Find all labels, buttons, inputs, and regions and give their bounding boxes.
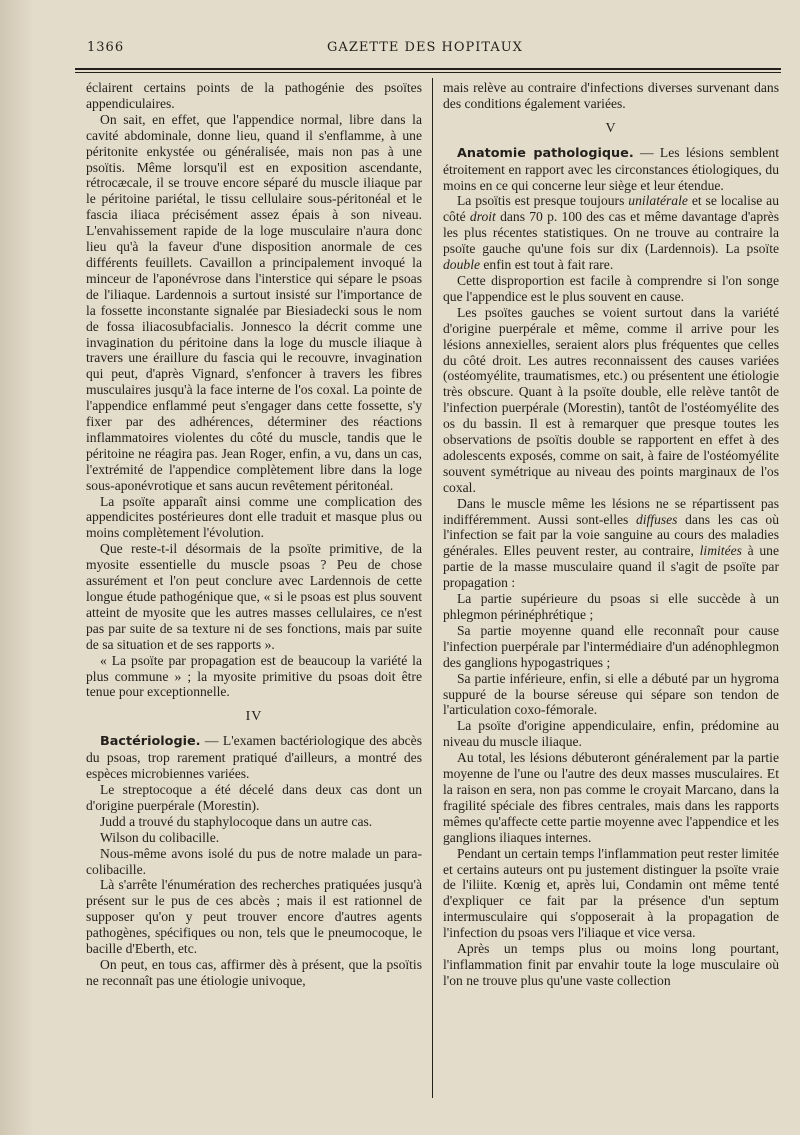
paragraph: La partie supérieure du psoas si elle succède à un phlegmon périnéphrétique ; bbox=[443, 591, 779, 622]
paragraph: Wilson du colibacille. bbox=[100, 829, 220, 845]
text-run: enfin est tout à fait rare. bbox=[480, 257, 614, 273]
paragraph: Les psoïtes gauches se voient surtout dans la variété d'origine puerpérale et même, comme il arrive pour les lésions annexielles, seraient alors plus fréquentes que celles du côté droit. Les autres reconnaissent des causes variées (ostéomyélite, traumatismes, etc.) ou présentent une étiologie très obscure. Quant à la psoïte double, elle relève tantôt de l'infection puerpérale (Morestin), tantôt de l'ostéomyélite des os du bassin. Il est à remarquer que presque toutes les observations de psoïtis double se rapportent en effet à des adolescents exposés, comme on sait, à faire de l'ostéomyélite souvent symétrique au niveau des points marginaux de l'os coxal. bbox=[443, 304, 779, 495]
paragraph: La psoïte apparaît ainsi comme une complication des appendicites postérieures dont elle traduit et masque plus ou moins complètement l'évolution. bbox=[86, 493, 422, 541]
section-intro-paragraph bbox=[443, 145, 779, 194]
paragraph: Que reste-t-il désormais de la psoïte primitive, de la myosite essentielle du muscle psoas ? Peu de chose assurément et l'on peut conclure avec Lardennois de cette longue étude pathogénique que, « si le psoas est plus souvent atteint de myosite que les autres masses cellulaires, ce n'est pas par suite de sa texture ni de ses fonctions, mais par suite de sa situation et de ses rapports ». bbox=[86, 541, 422, 652]
italic-term: diffuses bbox=[635, 511, 678, 527]
paragraph-text: — Les lésions semblent étroitement en rapport avec les circonstances étiologiques, du moins en ce qui concerne leur siège et leur étendue. bbox=[443, 144, 780, 193]
text-run: dans 70 p. 100 des cas et même davantage d'après les plus récentes statistiques. On ne trouve au contraire la psoïte gauche qu'une fois sur dix (Lardennois). La psoïte bbox=[443, 209, 779, 257]
column-divider bbox=[432, 78, 433, 1098]
text-run: La psoïtis est presque toujours bbox=[457, 193, 629, 209]
text-run: et se localise au côté bbox=[443, 193, 779, 225]
paragraph: Après un temps plus ou moins long pourtant, l'inflammation finit par envahir toute la loge musculaire où l'on ne trouve plus qu'une vaste collection bbox=[443, 941, 779, 988]
paragraph: « La psoïte par propagation est de beaucoup la variété la plus commune » ; la myosite primitive du psoas doit être tenue pour exceptionnelle. bbox=[86, 652, 422, 700]
paragraph: On peut, en tous cas, affirmer dès à présent, que la psoïtis ne reconnaît pas une étiologie univoque, bbox=[86, 956, 422, 988]
italic-term: double bbox=[443, 257, 480, 273]
right-column bbox=[443, 80, 779, 989]
header-rule-thick bbox=[75, 68, 781, 70]
paragraph: La psoïte d'origine appendiculaire, enfin, prédomine au niveau du muscle iliaque. bbox=[443, 718, 779, 750]
paragraph-text: — L'examen bactériologique des abcès du psoas, trop rarement pratiqué d'ailleurs, a montré des espèces microbiennes variées. bbox=[86, 733, 422, 782]
italic-term: unilatérale bbox=[628, 193, 688, 209]
paragraph bbox=[443, 193, 779, 273]
left-column bbox=[86, 80, 422, 989]
paragraph: Sa partie moyenne quand elle reconnaît pour cause l'infection puerpérale par l'intermédiaire d'un adénophlegmon des ganglions hypogastriques ; bbox=[443, 622, 779, 670]
header-rule-thin bbox=[75, 72, 781, 73]
page-number: 1366 bbox=[87, 40, 125, 55]
section-number-iv: IV bbox=[245, 709, 263, 725]
section-heading-bacteriologie: Bactériologie. bbox=[100, 734, 201, 750]
paragraph: Là s'arrête l'énumération des recherches pratiquées jusqu'à présent sur le pus de ces abcès ; mais il est rationnel de supposer qu'on y peut trouver encore d'autres agents pathogènes, spécifiques ou non, tels que le pneumocoque, le bacille d'Eberth, etc. bbox=[86, 877, 422, 957]
text-run: à une partie de la masse musculaire quand il s'agit de psoïte par propagation : bbox=[443, 543, 779, 591]
paragraph: Pendant un certain temps l'inflammation peut rester limitée et certains auteurs ont pu justement distinguer la psoïte vraie de l'iliite. Kœnig et, après lui, Condamin ont même tenté d'expliquer ce fait par la présence d'un septum intermusculaire qui s'opposerait à la propagation de l'infection du psoas vers l'iliaque et vice versa. bbox=[443, 845, 779, 941]
paragraph: Judd a trouvé du staphylocoque dans un autre cas. bbox=[100, 813, 373, 829]
paragraph: Sa partie inférieure, enfin, si elle a débuté par un hygroma suppuré de la bourse séreuse qui sépare son tendon de l'articulation coxo-fémorale. bbox=[443, 670, 779, 718]
paragraph: On sait, en effet, que l'appendice normal, libre dans la cavité abdominale, donne lieu, quand il s'enflamme, à une péritonite enkystée ou généralisée, mais non pas à une psoïtis. Même lorsqu'il est en exposition ascendante, rétrocæcale, il se trouve encore séparé du muscle iliaque par le péritoine pariétal, le tissu cellulaire sous-péritonéal et le fascia iliaca précisément assez épais à son niveau. L'envahissement rapide de la loge musculaire n'aura donc lieu qu'à la faveur d'une disposition anormale de ces différents feuillets. Cavaillon a principalement invoqué la minceur de l'aponévrose dans l'interstice qui sépare le psoas de l'iliaque. Lardennois a surtout insisté sur l'importance de la fossette inconstante signalée par Biesiadecki sous le nom de fossa iliacosubfacialis. Jonnesco la décrit comme une invagination du péritoine dans la loge du muscle iliaque à travers une éraillure du fascia qui le recouvre, invagination qui peut, d'après Vignard, s'enfoncer à travers les fibres musculaires jusqu'à la face interne de l'os coxal. La pointe de l'appendice enflammé peut s'engager dans cette fossette, s'y fixer par des adhérences, déterminer des réactions inflammatoires violentes du côté du muscle, tandis que le péritoine ne réagira pas. Jean Roger, enfin, a vu, dans un cas, l'extrémité de l'appendice complètement libre dans la loge sous-aponévrotique et sans aucun revêtement péritonéal. bbox=[86, 111, 422, 493]
text-run: Dans le muscle même les lésions ne se répartissent pas indifféremment. Aussi sont-elles bbox=[443, 495, 779, 527]
paragraph: Cette disproportion est facile à comprendre si l'on songe que l'appendice est le plus souvent en cause. bbox=[443, 272, 779, 304]
paragraph bbox=[443, 496, 779, 591]
section-intro-paragraph bbox=[86, 733, 422, 782]
italic-term: droit bbox=[469, 209, 496, 225]
text-run: dans les cas où l'infection se fait par la voie sanguine au cours des maladies générales. Elles peuvent rester, au contraire, bbox=[443, 511, 779, 559]
italic-term: limitées bbox=[699, 543, 742, 559]
paragraph: mais relève au contraire d'infections diverses survenant dans des conditions également variées. bbox=[443, 80, 779, 111]
journal-title: GAZETTE DES HOPITAUX bbox=[327, 40, 523, 55]
paragraph: éclairent certains points de la pathogénie des psoïtes appendiculaires. bbox=[86, 80, 422, 111]
section-heading-anatomie: Anatomie pathologique. bbox=[457, 145, 634, 161]
paragraph: Au total, les lésions débuteront généralement par la partie moyenne de l'une ou l'autre des deux masses musculaires. Et la raison en sera, non pas comme le croyait Marcano, dans la fragilité spéciale des fibres centrales, mais dans les rapports mêmes qu'affecte cette partie moyenne avec l'appendice et les ganglions iliaques internes. bbox=[443, 750, 780, 845]
section-number-v: V bbox=[605, 120, 617, 136]
page-binding-shadow bbox=[0, 0, 34, 1135]
page-header bbox=[75, 40, 775, 62]
paragraph: Le streptocoque a été décelé dans deux cas dont un d'origine puerpérale (Morestin). bbox=[86, 781, 422, 813]
paragraph: Nous-même avons isolé du pus de notre malade un para-colibacille. bbox=[86, 845, 422, 877]
